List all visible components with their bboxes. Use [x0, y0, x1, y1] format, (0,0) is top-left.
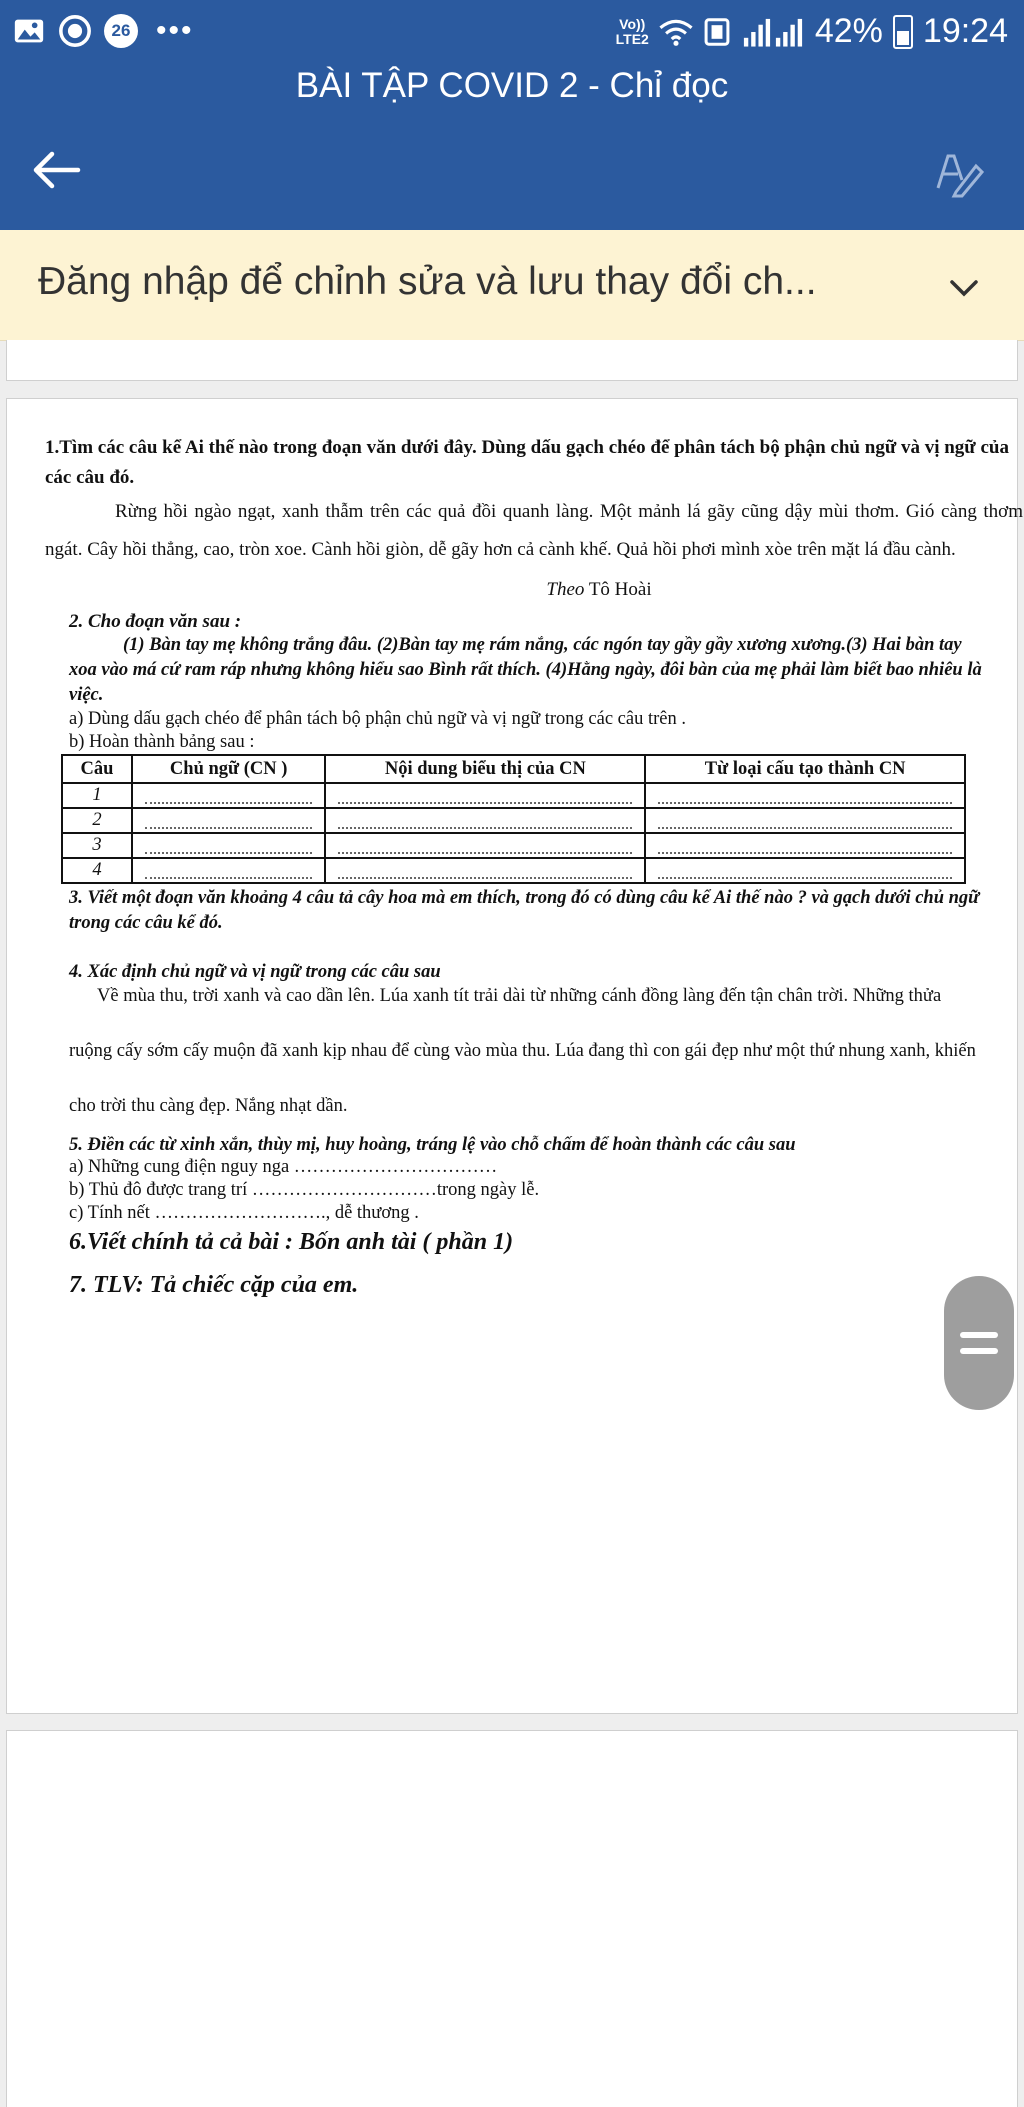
question-2-paragraph: (1) Bàn tay mẹ không trắng đâu. (2)Bàn tay mẹ rám nắng, các ngón tay gầy gầy xương xương.(3) Hai bàn tay xoa vào má cứ ram ráp nhưng không hiểu sao Bình rất thích. (4)Hằng ngày, đôi bàn của mẹ phải làm biết bao nhiêu là việc. [69, 635, 982, 705]
status-bar [0, 0, 1024, 64]
table-cell [645, 783, 965, 808]
table-cell [325, 808, 645, 833]
battery-icon [893, 15, 913, 49]
table-cell [132, 808, 325, 833]
document-content [45, 433, 1023, 1299]
row-number: 3 [62, 833, 132, 858]
author-credit: Theo Tô Hoài [546, 579, 652, 600]
scroll-handle[interactable] [944, 1276, 1014, 1410]
question-5: 5. Điền các từ xinh xắn, thùy mị, huy hoàng, tráng lệ vào chỗ chấm để hoàn thành các câu sau [69, 1135, 796, 1155]
row-number: 4 [62, 858, 132, 883]
question-4-paragraph: Về mùa thu, trời xanh và cao dần lên. Lúa xanh tít trải dài từ những cánh đồng làng đến tận chân trời. Những thửa ruộng cấy sớm cấy muộn đã xanh kịp nhau để cùng vào mùa thu. Lúa đang thì con gái đẹp như một thứ nhung xanh, khiến cho trời thu càng đẹp. Nắng nhạt dần. [69, 986, 976, 1116]
table-cell [132, 833, 325, 858]
table-row [62, 783, 965, 808]
table-cell [132, 858, 325, 883]
badge-icon: 26 [104, 14, 138, 48]
table-row [62, 858, 965, 883]
signal-icon [741, 17, 805, 47]
sign-in-banner[interactable] [0, 230, 1024, 341]
table-cell [645, 808, 965, 833]
banner-text: Đăng nhập để chỉnh sửa và lưu thay đổi ch... [38, 260, 817, 303]
question-6: 6.Viết chính tả cả bài : Bốn anh tài ( phần 1) [69, 1229, 514, 1255]
table-cell [325, 833, 645, 858]
question-5-b: b) Thủ đô được trang trí …………………………trong ngày lễ. [69, 1180, 540, 1200]
question-2-a: a) Dùng dấu gạch chéo để phân tách bộ phận chủ ngữ và vị ngữ trong các câu trên . [69, 709, 686, 729]
nfc-icon [703, 17, 731, 47]
document-page-next [6, 1730, 1018, 2107]
question-1: 1.Tìm các câu kể Ai thế nào trong đoạn văn dưới đây. Dùng dấu gạch chéo để phân tách bộ phận chủ ngữ và vị ngữ của các câu đó. [45, 437, 1009, 488]
table-header: Câu [62, 755, 132, 783]
table-header: Chủ ngữ (CN ) [132, 755, 325, 783]
question-7: 7. TLV: Tả chiếc cặp của em. [69, 1272, 359, 1298]
document-page-previous [6, 340, 1018, 381]
table-header: Nội dung biểu thị của CN [325, 755, 645, 783]
document-title: BÀI TẬP COVID 2 - Chỉ đọc [295, 66, 729, 105]
wifi-icon [659, 17, 693, 47]
battery-percent: 42% [814, 12, 883, 50]
question-5-a: a) Những cung điện nguy nga …………………………… [69, 1157, 498, 1177]
question-2-b: b) Hoàn thành bảng sau : [69, 732, 255, 752]
row-number: 2 [62, 808, 132, 833]
volte-indicator: Vo)) LTE2 [615, 15, 649, 47]
question-4: 4. Xác định chủ ngữ và vị ngữ trong các câu sau [69, 962, 441, 982]
image-icon [12, 14, 46, 48]
back-arrow-icon[interactable] [28, 146, 84, 194]
question-5-c: c) Tính nết ………………………., dễ thương . [69, 1203, 419, 1223]
table-row [62, 833, 965, 858]
question-1-paragraph: Rừng hồi ngào ngạt, xanh thẫm trên các quả đồi quanh làng. Một mảnh lá gãy cũng dậy mùi thơm. Gió càng thơm ngát. Cây hồi thẳng, cao, tròn xoe. Cành hồi giòn, dễ gãy hơn cả cành khế. Quả hồi phơi mình xòe trên mặt lá đầu cành. [45, 501, 1023, 560]
more-dots-icon: ••• [156, 14, 194, 47]
clock: 19:24 [922, 12, 1008, 50]
table-row [62, 808, 965, 833]
question-3: 3. Viết một đoạn văn khoảng 4 câu tả cây hoa mà em thích, trong đó có dùng câu kể Ai thế nào ? và gạch dưới chủ ngữ trong các câu kể đó. [69, 888, 980, 933]
table-header: Từ loại cấu tạo thành CN [645, 755, 965, 783]
table-cell [132, 783, 325, 808]
table-header-row [62, 755, 965, 783]
table-cell [645, 833, 965, 858]
edit-pen-icon[interactable] [932, 146, 984, 198]
chevron-down-icon[interactable] [946, 270, 982, 306]
table-cell [325, 858, 645, 883]
sync-icon [58, 14, 92, 48]
question-2: 2. Cho đoạn văn sau : [69, 611, 242, 632]
answer-table [61, 754, 966, 884]
document-page[interactable] [6, 398, 1023, 1714]
row-number: 1 [62, 783, 132, 808]
table-cell [645, 858, 965, 883]
table-cell [325, 783, 645, 808]
